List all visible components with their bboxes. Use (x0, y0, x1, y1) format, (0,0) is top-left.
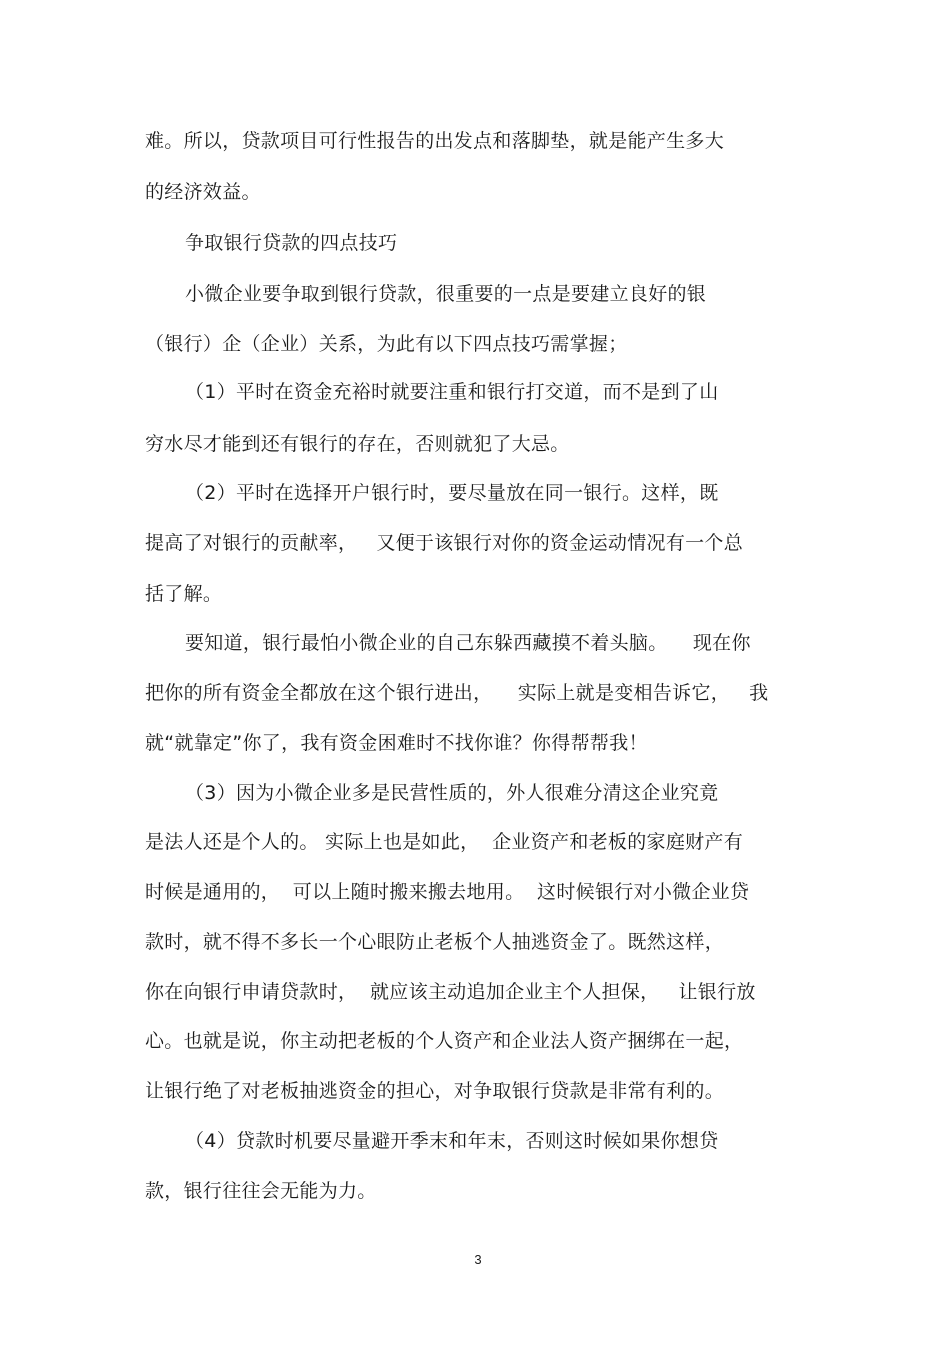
text-line: 就“就靠定”你了，我有资金困难时不找你谁？你得帮帮我！ (145, 732, 648, 754)
text-line: 时候是通用的， 可以上随时搬来搬去地用。 这时候银行对小微企业贷 (145, 881, 750, 903)
text-line: （银行）企（企业）关系，为此有以下四点技巧需掌握； (145, 333, 628, 355)
text-line: 要知道，银行最怕小微企业的自己东躲西藏摸不着头脑。 现在你 (185, 632, 751, 654)
text-line: 款，银行往往会无能为力。 (145, 1180, 377, 1202)
text-line: 心。也就是说，你主动把老板的个人资产和企业法人资产捆绑在一起， (145, 1030, 744, 1052)
text-line: 穷水尽才能到还有银行的存在，否则就犯了大忌。 (145, 433, 570, 455)
text-line: 小微企业要争取到银行贷款，很重要的一点是要建立良好的银 (185, 283, 707, 305)
text-line: 把你的所有资金全都放在这个银行进出， 实际上就是变相告诉它， 我 (145, 682, 769, 704)
text-line: 你在向银行申请贷款时， 就应该主动追加企业主个人担保， 让银行放 (145, 981, 756, 1003)
text-line: （2）平时在选择开户银行时，要尽量放在同一银行。这样，既 (185, 482, 719, 504)
text-line: 让银行绝了对老板抽逃资金的担心，对争取银行贷款是非常有利的。 (145, 1080, 725, 1102)
text-line: 难。所以，贷款项目可行性报告的出发点和落脚垫，就是能产生多大 (145, 130, 725, 152)
text-line: （1）平时在资金充裕时就要注重和银行打交道，而不是到了山 (185, 381, 719, 403)
text-line: 的经济效益。 (145, 181, 261, 203)
text-line: 是法人还是个人的。 实际上也是如此， 企业资产和老板的家庭财产有 (145, 831, 744, 853)
page-number: 3 (474, 1252, 482, 1267)
text-line: （4）贷款时机要尽量避开季末和年末，否则这时候如果你想贷 (185, 1130, 719, 1152)
text-line: （3）因为小微企业多是民营性质的，外人很难分清这企业究竟 (185, 782, 719, 804)
text-line: 款时，就不得不多长一个心眼防止老板个人抽逃资金了。既然这样， (145, 931, 725, 953)
text-line: 提高了对银行的贡献率， 又便于该银行对你的资金运动情况有一个总 (145, 532, 744, 554)
section-heading: 争取银行贷款的四点技巧 (185, 232, 398, 254)
text-line: 括了解。 (145, 583, 223, 605)
